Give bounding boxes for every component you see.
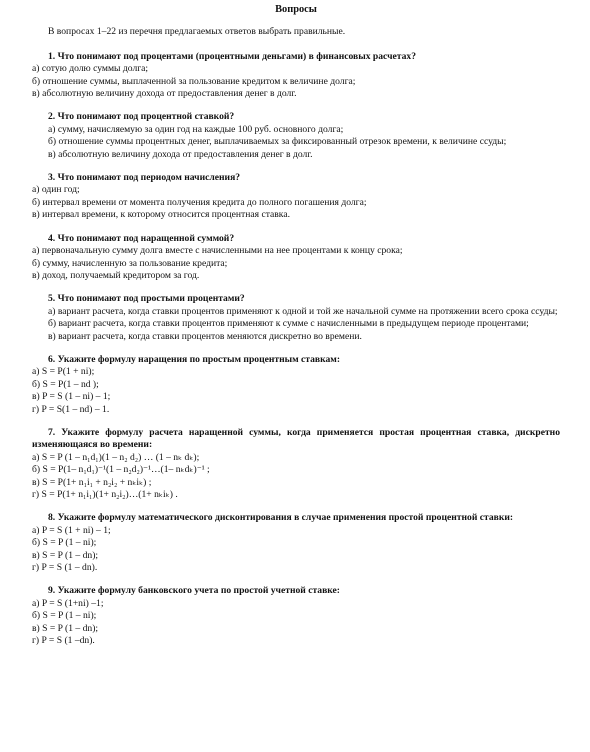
- answer-option: б) S = P(1 – nd );: [32, 378, 99, 390]
- answer-option: г) P = S (1 – dn).: [32, 562, 98, 574]
- answer-option: б) вариант расчета, когда ставки процентов применяют к сумме с начисленными в предыдущем периоде процентами;: [48, 318, 529, 330]
- question-block: [32, 354, 560, 416]
- question-block: [32, 585, 560, 647]
- answer-option: в) S = P (1 – dn);: [32, 622, 99, 634]
- answer-option: в) абсолютную величину дохода от предоставления денег в долг.: [48, 148, 313, 160]
- answer-option: б) интервал времени от момента получения кредита до полного погашения долга;: [32, 196, 367, 208]
- answer-option: б) S = P (1 – ni);: [32, 537, 97, 549]
- answer-option: а) вариант расчета, когда ставки процентов применяют к одной и той же начальной сумме на протяжении всего срока ссуды;: [48, 305, 558, 317]
- answer-option: а) P = S (1+ni) –1;: [32, 597, 104, 609]
- answer-option: а) S = P (1 – n₁d₁)(1 – n₂ d₂) … (1 – nₖ dₖ);: [32, 451, 200, 463]
- question-heading: 3. Что понимают под периодом начисления?: [48, 172, 241, 184]
- answer-option: б) сумму, начисленную за пользование кредита;: [32, 257, 228, 269]
- answer-option: в) S = P (1 – dn);: [32, 549, 99, 561]
- answer-option: г) P = S(1 – nd) – 1.: [32, 403, 110, 415]
- answer-option: в) доход, получаемый кредитором за год.: [32, 269, 200, 281]
- questions-list: [32, 51, 560, 648]
- intro-text: В вопросах 1–22 из перечня предлагаемых ответов выбрать правильные.: [48, 26, 346, 38]
- question-heading: 6. Укажите формулу наращения по простым процентным ставкам:: [48, 353, 341, 365]
- answer-option: в) вариант расчета, когда ставки процентов меняются дискретно во времени.: [48, 330, 362, 342]
- question-block: [32, 233, 560, 283]
- answer-option: б) отношение суммы, выплаченной за пользование кредитом к величине долга;: [32, 75, 356, 87]
- page-title: Вопросы: [275, 4, 317, 15]
- question-heading: 5. Что понимают под простыми процентами?: [48, 293, 245, 305]
- question-heading: 7. Укажите формулу расчета наращенной суммы, когда применяется простая процентная ставка, дискретно изменяющаяся во времени:: [32, 426, 560, 451]
- answer-option: г) P = S (1 –dn).: [32, 635, 95, 647]
- question-block: [32, 111, 560, 161]
- question-heading: 9. Укажите формулу банковского учета по простой учетной ставке:: [48, 585, 340, 597]
- question-heading: 1. Что понимают под процентами (процентными деньгами) в финансовых расчетах?: [48, 50, 416, 62]
- answer-option: б) отношение суммы процентных денег, выплачиваемых за фиксированный отрезок времени, к величине ссуды;: [48, 136, 507, 148]
- question-block: [32, 172, 560, 222]
- answer-option: в) S = P(1+ n₁i₁ + n₂i₂ + nₖiₖ) ;: [32, 476, 152, 488]
- answer-option: в) абсолютную величину дохода от предоставления денег в долг.: [32, 88, 297, 100]
- answer-option: а) сотую долю суммы долга;: [32, 63, 149, 75]
- question-block: [32, 427, 560, 501]
- question-block: [32, 512, 560, 574]
- answer-option: а) S = P(1 + ni);: [32, 366, 95, 378]
- answer-option: а) первоначальную сумму долга вместе с начисленными на нее процентами к концу срока;: [32, 245, 403, 257]
- answer-option: а) P = S (1 + ni) – 1;: [32, 524, 111, 536]
- document-page: [32, 4, 560, 658]
- answer-option: б) S = P (1 – ni);: [32, 610, 97, 622]
- question-heading: 4. Что понимают под наращенной суммой?: [48, 232, 235, 244]
- question-heading: 8. Укажите формулу математического дисконтирования в случае применения простой процентной ставки:: [48, 512, 514, 524]
- question-block: [32, 51, 560, 101]
- answer-option: а) сумму, начисляемую за один год на каждые 100 руб. основного долга;: [48, 123, 344, 135]
- answer-option: г) S = P(1+ n₁i₁)(1+ n₂i₂)…(1+ nₖiₖ) .: [32, 489, 178, 500]
- answer-option: в) интервал времени, к которому относится процентная ставка.: [32, 209, 290, 221]
- answer-option: а) один год;: [32, 184, 80, 196]
- question-block: [32, 293, 560, 343]
- answer-option: в) P = S (1 – ni) – 1;: [32, 391, 111, 403]
- answer-option: б) S = P(1– n₁d₁)⁻¹(1 – n₂d₂)⁻¹…(1– nₖdₖ)⁻¹ ;: [32, 464, 210, 476]
- question-heading: 2. Что понимают под процентной ставкой?: [48, 111, 235, 123]
